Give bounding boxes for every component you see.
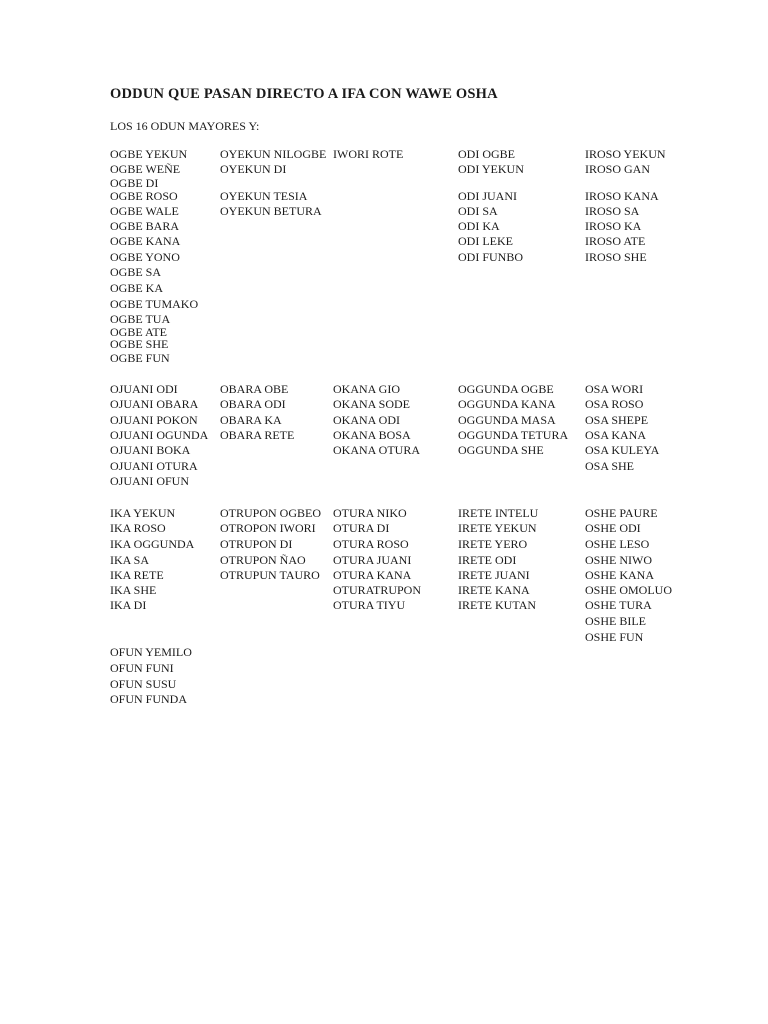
odun-item: OYEKUN TESIA [220,189,308,203]
odun-item: ODI FUNBO [458,250,524,264]
odun-item: OKANA SODE [333,397,411,411]
odun-item: OBARA ODI [220,397,286,411]
odun-item: OGBE YEKUN [110,147,188,161]
odun-item: OGBE KA [110,281,163,295]
odun-item: OSA KULEYA [585,443,660,457]
odun-item: OGBE DI [110,176,159,190]
odun-item: IRETE KANA [458,583,530,597]
document-subtitle: LOS 16 ODUN MAYORES Y: [110,119,260,133]
odun-item: ODI SA [458,204,498,218]
odun-item: IROSO SA [585,204,640,218]
odun-item: IROSO YEKUN [585,147,666,161]
odun-item: ODI OGBE [458,147,515,161]
odun-item: OJUANI OBARA [110,397,199,411]
odun-item: OGBE WEÑE [110,162,181,176]
odun-item: OTURA KANA [333,568,412,582]
odun-item: OYEKUN BETURA [220,204,322,218]
odun-item: OGGUNDA MASA [458,413,556,427]
odun-item: OGGUNDA TETURA [458,428,569,442]
odun-item: OGBE ROSO [110,189,178,203]
odun-item: OTRUPUN TAURO [220,568,320,582]
odun-item: IRETE ODI [458,553,517,567]
odun-item: OSHE BILE [585,614,646,628]
odun-item: IRETE KUTAN [458,598,537,612]
odun-item: OJUANI OFUN [110,474,190,488]
odun-item: OFUN FUNI [110,661,174,675]
odun-item: OGBE BARA [110,219,180,233]
odun-item: OKANA GIO [333,382,400,396]
odun-item: OFUN YEMILO [110,645,192,659]
odun-item: IWORI ROTE [333,147,404,161]
odun-item: OTURA NIKO [333,506,407,520]
odun-item: OGBE WALE [110,204,179,218]
odun-item: OFUN SUSU [110,677,177,691]
odun-item: OGBE FUN [110,351,170,365]
odun-item: OSA ROSO [585,397,644,411]
odun-item: OGBE ATE [110,325,167,339]
odun-item: ODI YEKUN [458,162,524,176]
odun-item: OGGUNDA SHE [458,443,544,457]
odun-item: OJUANI ODI [110,382,178,396]
odun-item: OTURA JUANI [333,553,412,567]
odun-item: OTRUPON ÑAO [220,553,306,567]
odun-item: OSHE ODI [585,521,641,535]
odun-item: ODI LEKE [458,234,513,248]
odun-item: OKANA BOSA [333,428,411,442]
odun-item: IKA SA [110,553,150,567]
odun-item: OSHE FUN [585,630,644,644]
odun-item: OTURATRUPON [333,583,422,597]
odun-item: IKA DI [110,598,147,612]
odun-item: ODI KA [458,219,500,233]
odun-item: OSA SHEPE [585,413,649,427]
odun-item: OBARA OBE [220,382,289,396]
document-title: ODDUN QUE PASAN DIRECTO A IFA CON WAWE OSHA [110,86,498,102]
odun-item: OJUANI OGUNDA [110,428,209,442]
odun-item: OSHE NIWO [585,553,652,567]
odun-item: OYEKUN NILOGBE [220,147,327,161]
odun-item: IROSO SHE [585,250,647,264]
odun-item: OYEKUN DI [220,162,287,176]
odun-item: OSHE PAURE [585,506,658,520]
odun-item: OBARA RETE [220,428,295,442]
odun-item: IROSO KA [585,219,642,233]
odun-item: OKANA OTURA [333,443,420,457]
odun-item: IROSO ATE [585,234,646,248]
odun-item: OGGUNDA KANA [458,397,556,411]
odun-item: OGBE SHE [110,337,169,351]
odun-item: OFUN FUNDA [110,692,188,706]
odun-item: OGBE YONO [110,250,180,264]
odun-item: IROSO GAN [585,162,651,176]
odun-item: OGBE SA [110,265,162,279]
odun-item: OSA SHE [585,459,635,473]
odun-item: OJUANI BOKA [110,443,191,457]
odun-item: OTROPON IWORI [220,521,316,535]
odun-item: OSA WORI [585,382,644,396]
odun-item: OTURA ROSO [333,537,409,551]
odun-item: OBARA KA [220,413,282,427]
odun-item: OGBE TUA [110,312,171,326]
odun-item: OKANA ODI [333,413,400,427]
odun-item: IKA YEKUN [110,506,176,520]
odun-item: OJUANI POKON [110,413,198,427]
odun-item: IKA SHE [110,583,157,597]
odun-item: OTRUPON DI [220,537,293,551]
odun-item: OTURA DI [333,521,390,535]
odun-item: OSHE LESO [585,537,650,551]
odun-item: OGBE TUMAKO [110,297,199,311]
odun-item: IROSO KANA [585,189,659,203]
odun-item: IKA OGGUNDA [110,537,195,551]
odun-item: IRETE JUANI [458,568,530,582]
odun-item: OGBE KANA [110,234,181,248]
odun-item: OSHE TURA [585,598,652,612]
odun-item: IRETE YERO [458,537,528,551]
odun-item: OTRUPON OGBEO [220,506,322,520]
odun-item: ODI JUANI [458,189,517,203]
odun-item: OSA KANA [585,428,647,442]
odun-item: OGGUNDA OGBE [458,382,554,396]
odun-item: IRETE INTELU [458,506,539,520]
odun-item: OJUANI OTURA [110,459,198,473]
odun-item: IKA RETE [110,568,164,582]
odun-item: OTURA TIYU [333,598,406,612]
odun-item: OSHE KANA [585,568,654,582]
odun-item: IKA ROSO [110,521,166,535]
odun-item: IRETE YEKUN [458,521,537,535]
odun-item: OSHE OMOLUO [585,583,672,597]
